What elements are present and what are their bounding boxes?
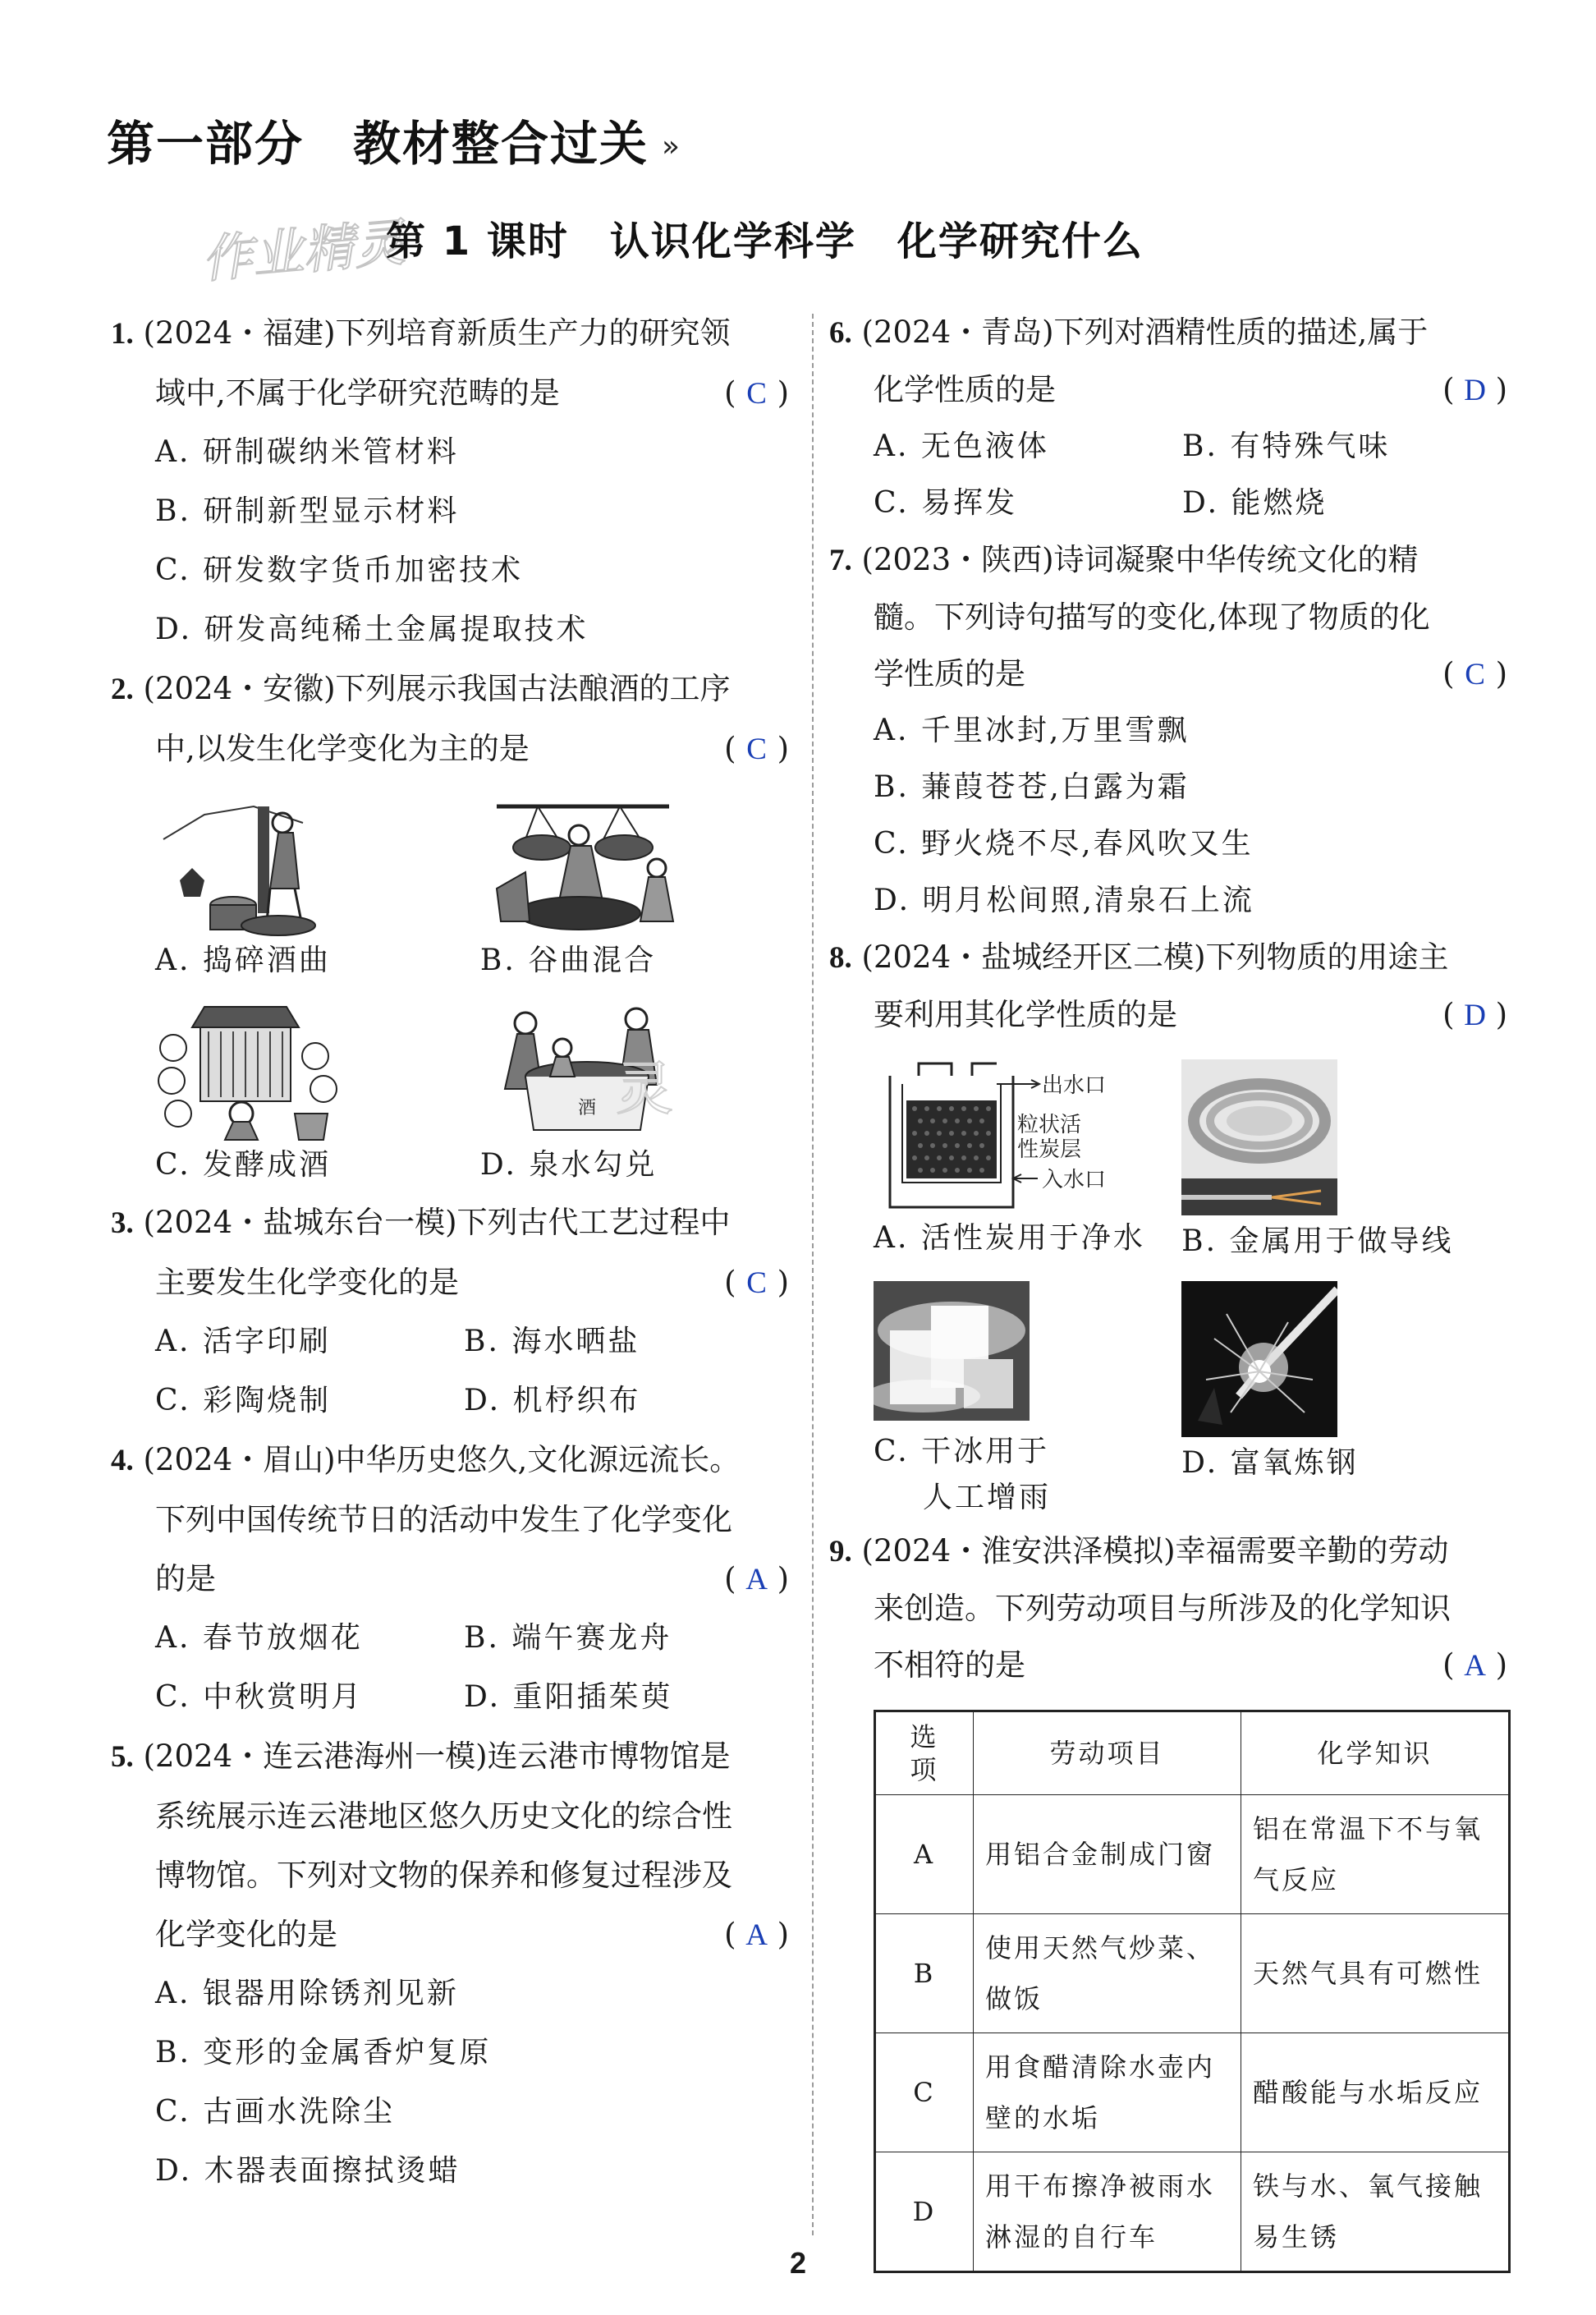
option: A. 活字印刷 [155, 1325, 331, 1358]
option-continuation: 人工增雨 [923, 1481, 1052, 1514]
option: D. 机杼织布 [464, 1384, 641, 1417]
knowledge-text: 铝在常温下不与氧 [1252, 1813, 1483, 1844]
knowledge-text: 天然气具有可燃性 [1252, 1958, 1483, 1989]
knowledge-text: 气反应 [1252, 1864, 1339, 1895]
question-stem: 中,以发生化学变化为主的是 [155, 731, 530, 766]
question-stem: 化学性质的是 [874, 372, 1056, 407]
question-6 [829, 304, 1507, 531]
answer-bracket: ( A ) [724, 1550, 789, 1610]
option: B. 有特殊气味 [1182, 429, 1391, 463]
option: C. 干冰用于 [874, 1435, 1050, 1468]
watermark: 作业精灵 [199, 212, 408, 290]
answer-bracket: ( C ) [1442, 645, 1507, 703]
option: B. 谷曲混合 [479, 944, 657, 977]
question-stem: (2024・安徽)下列展示我国古法酿酒的工序 [143, 671, 731, 706]
option: D. 重阳插茱萸 [464, 1680, 673, 1714]
question-number: 8. [829, 941, 852, 975]
left-column [111, 304, 789, 2201]
option: C. 易挥发 [874, 486, 1018, 520]
right-column [829, 304, 1507, 2273]
question-number: 9. [829, 1535, 852, 1569]
question-stem: 化学变化的是 [155, 1917, 337, 1952]
layer-label-line1: 粒状活 [1017, 1113, 1082, 1137]
question-8 [829, 929, 1507, 1521]
option: B. 变形的金属香炉复原 [155, 2036, 492, 2069]
lesson-title: 第 1 课时 认识化学科学 化学研究什么 [386, 218, 1144, 264]
question-stem: 髓。下列诗句描写的变化,体现了物质的化 [874, 599, 1430, 635]
work-text: 用干布擦净被雨水 [985, 2170, 1216, 2202]
option: D. 研发高纯稀土金属提取技术 [155, 613, 589, 646]
table-header: 化学知识 [1241, 1711, 1509, 1795]
question-stem: 不相符的是 [874, 1647, 1025, 1683]
option: B. 端午赛龙舟 [464, 1621, 672, 1655]
answer-letter: A [745, 1918, 768, 1952]
option: A. 春节放烟花 [155, 1621, 363, 1655]
question-stem: (2024・连云港海州一模)连云港市博物馆是 [143, 1739, 731, 1774]
work-text: 壁的水垢 [985, 2102, 1101, 2134]
jar-label: 酒 [577, 1098, 596, 1118]
table-cell-knowledge [1241, 2033, 1509, 2152]
part-label: 第一部分 [107, 116, 305, 172]
question-4 [111, 1431, 789, 1727]
table-cell-option: D [875, 2152, 974, 2272]
work-text: 淋湿的自行车 [985, 2221, 1158, 2253]
question-1 [111, 304, 789, 659]
table-header: 劳动项目 [974, 1711, 1241, 1795]
table-cell-work [974, 1795, 1241, 1914]
question-stem: 的是 [155, 1561, 216, 1596]
answer-bracket: ( C ) [724, 719, 789, 779]
answer-bracket: ( C ) [724, 1253, 789, 1313]
knowledge-table [874, 1710, 1511, 2273]
answer-letter: C [746, 733, 767, 766]
question-stem: 下列中国传统节日的活动中发生了化学变化 [155, 1502, 732, 1537]
activated-carbon-filter-diagram [874, 1059, 1153, 1215]
table-cell-work [974, 1914, 1241, 2033]
option: C. 研发数字货币加密技术 [155, 553, 524, 587]
option: C. 野火烧不尽,春风吹又生 [874, 827, 1254, 861]
layer-label-line2: 性炭层 [1017, 1137, 1082, 1162]
answer-letter: C [746, 377, 767, 411]
work-text: 使用天然气炒菜、 [985, 1932, 1216, 1964]
answer-letter: C [1465, 658, 1485, 691]
option: B. 海水晒盐 [464, 1325, 640, 1358]
table-row [875, 2033, 1510, 2152]
option: D. 能燃烧 [1182, 486, 1328, 520]
knowledge-text: 铁与水、氧气接触 [1252, 2170, 1483, 2202]
option: B. 研制新型显示材料 [155, 494, 460, 528]
question-number: 3. [111, 1206, 134, 1240]
question-stem: (2024・福建)下列培育新质生产力的研究领 [143, 315, 731, 351]
knowledge-text: 易生锈 [1252, 2221, 1339, 2253]
answer-letter: A [1464, 1649, 1486, 1683]
question-stem: 来创造。下列劳动项目与所涉及的化学知识 [874, 1591, 1451, 1626]
question-3 [111, 1193, 789, 1431]
question-stem: 主要发生化学变化的是 [155, 1265, 459, 1300]
answer-bracket: ( D ) [1442, 986, 1507, 1044]
question-stem: (2024・眉山)中华历史悠久,文化源远流长。 [143, 1442, 741, 1477]
option: C. 彩陶烧制 [155, 1384, 332, 1417]
question-number: 4. [111, 1444, 134, 1477]
oxygen-steelmaking-photo [1181, 1281, 1337, 1437]
option: A. 活性炭用于净水 [874, 1221, 1145, 1255]
section-label: 教材整合过关 [353, 116, 649, 172]
outlet-label: 出水口 [1042, 1073, 1107, 1098]
option: C. 古画水洗除尘 [155, 2095, 396, 2129]
metal-wire-photo [1181, 1059, 1337, 1215]
question-5 [111, 1727, 789, 2201]
table-header-row [875, 1711, 1510, 1795]
question-number: 7. [829, 544, 852, 577]
question-stem: 学性质的是 [874, 656, 1025, 691]
answer-bracket: ( A ) [724, 1905, 789, 1965]
question-stem: (2024・盐城东台一模)下列古代工艺过程中 [143, 1205, 731, 1240]
question-9 [829, 1523, 1507, 2273]
part-title [107, 105, 681, 174]
mixing-grain-illustration [480, 790, 686, 938]
table-cell-option: C [875, 2033, 974, 2152]
table-row [875, 1795, 1510, 1914]
answer-bracket: ( D ) [1442, 361, 1507, 419]
table-cell-knowledge [1241, 1795, 1509, 1914]
question-stem: 要利用其化学性质的是 [874, 997, 1177, 1032]
answer-letter: C [746, 1266, 767, 1300]
answer-letter: A [745, 1563, 768, 1596]
watermark-small: 灵 [616, 1055, 673, 1123]
table-cell-option: B [875, 1914, 974, 2033]
option: B. 金属用于做导线 [1181, 1224, 1454, 1258]
fermenting-wine-illustration [155, 999, 344, 1142]
question-number: 5. [111, 1740, 134, 1774]
option: A. 无色液体 [874, 429, 1049, 463]
question-stem: (2024・淮安洪泽模拟)幸福需要辛勤的劳动 [861, 1533, 1449, 1569]
column-divider [812, 314, 814, 2235]
question-stem: 博物馆。下列对文物的保养和修复过程涉及 [155, 1858, 732, 1893]
work-text: 用食醋清除水壶内 [985, 2051, 1216, 2083]
work-text: 做饭 [985, 1983, 1043, 2014]
option: A. 千里冰封,万里雪飘 [874, 714, 1190, 747]
option: D. 富氧炼钢 [1181, 1446, 1359, 1480]
answer-bracket: ( A ) [1442, 1637, 1507, 1694]
question-number: 6. [829, 316, 852, 350]
question-2 [111, 659, 789, 1188]
table-header: 选 项 [875, 1711, 974, 1795]
question-7 [829, 531, 1507, 929]
question-number: 1. [111, 317, 134, 351]
chevron-right-icon: » [662, 130, 682, 164]
option: D. 明月松间照,清泉石上流 [874, 884, 1254, 917]
table-cell-knowledge [1241, 1914, 1509, 2033]
option: C. 发酵成酒 [155, 1148, 332, 1182]
question-stem: 系统展示连云港地区悠久历史文化的综合性 [155, 1798, 732, 1834]
table-cell-work [974, 2033, 1241, 2152]
option: A. 捣碎酒曲 [155, 944, 331, 977]
option: B. 蒹葭苍苍,白露为霜 [874, 770, 1190, 804]
question-stem: (2024・盐城经开区二模)下列物质的用途主 [861, 939, 1449, 975]
dry-ice-photo [874, 1281, 1030, 1421]
question-stem: (2024・青岛)下列对酒精性质的描述,属于 [861, 315, 1429, 350]
question-stem: 域中,不属于化学研究范畴的是 [155, 375, 560, 411]
answer-letter: D [1464, 999, 1486, 1032]
option: C. 中秋赏明月 [155, 1680, 364, 1714]
option: A. 研制碳纳米管材料 [155, 435, 459, 469]
pounding-yeast-illustration [155, 790, 336, 938]
question-stem: (2023・陕西)诗词凝聚中华传统文化的精 [861, 542, 1419, 577]
answer-bracket: ( C ) [724, 364, 789, 424]
knowledge-text: 醋酸能与水垢反应 [1252, 2077, 1483, 2108]
answer-letter: D [1464, 374, 1486, 407]
table-cell-option: A [875, 1795, 974, 1914]
table-row [875, 1914, 1510, 2033]
inlet-label: 入水口 [1042, 1168, 1107, 1192]
option: A. 银器用除锈剂见新 [155, 1977, 459, 2010]
option: D. 泉水勾兑 [479, 1148, 658, 1182]
work-text: 用铝合金制成门窗 [985, 1839, 1216, 1870]
page-number: 2 [789, 2246, 807, 2280]
question-number: 2. [111, 673, 134, 706]
option: D. 木器表面擦拭烫蜡 [155, 2154, 461, 2188]
